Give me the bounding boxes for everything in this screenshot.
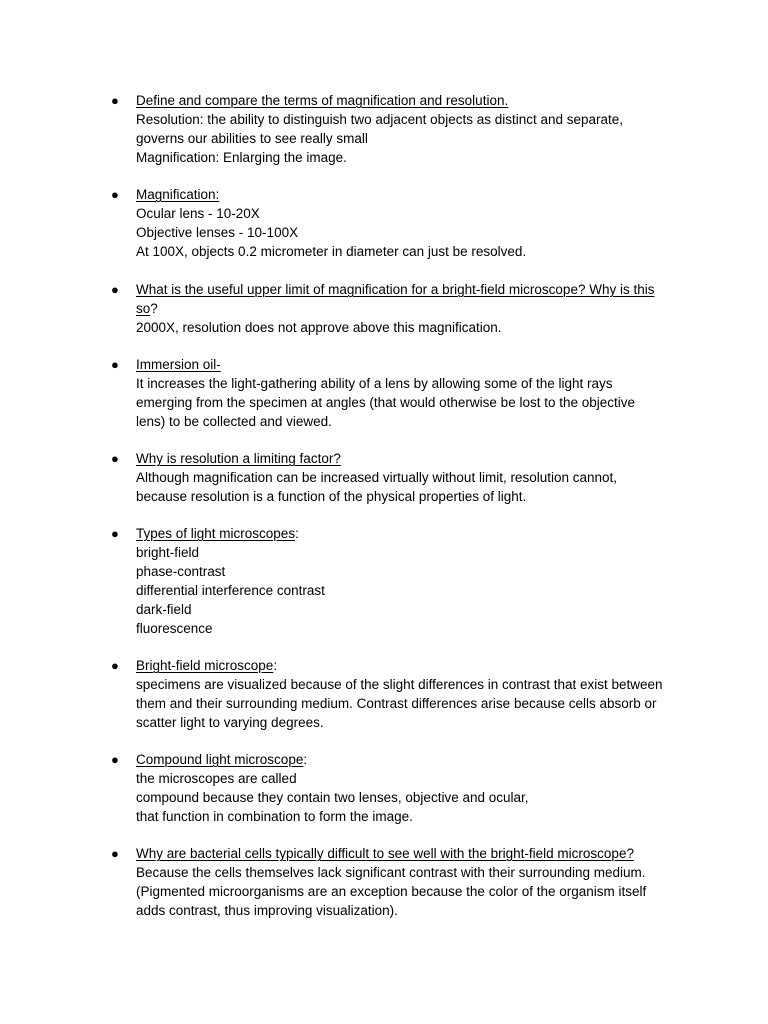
bullet-icon: ● xyxy=(111,187,119,202)
item-text-line: adds contrast, thus improving visualization). xyxy=(136,902,398,918)
bullet-icon: ● xyxy=(111,451,119,466)
item-text-line: (Pigmented microorganisms are an exception because the color of the organism itself xyxy=(136,883,647,899)
item-text-line: differential interference contrast xyxy=(136,582,325,598)
item-heading: Compound light microscope xyxy=(136,752,304,767)
list-item xyxy=(111,356,696,432)
bullet-icon: ● xyxy=(111,846,119,861)
item-heading: Types of light microscopes xyxy=(136,526,296,541)
item-text-line: governs our abilities to see really small xyxy=(136,130,368,146)
item-text-line: Resolution: the ability to distinguish two adjacent objects as distinct and separate, xyxy=(136,111,624,127)
item-heading: Why is resolution a limiting factor? xyxy=(136,451,341,466)
item-heading: Why are bacterial cells typically difficult to see well with the bright-field microscope? xyxy=(136,846,634,861)
item-heading: What is the useful upper limit of magnification for a bright-field microscope? Why is this xyxy=(136,282,655,297)
item-text-line: specimens are visualized because of the slight differences in contrast that exist between xyxy=(136,676,663,692)
item-heading-line xyxy=(136,525,696,544)
bullet-icon: ● xyxy=(111,282,119,297)
item-text-line: Because the cells themselves lack significant contrast with their surrounding medium. xyxy=(136,864,646,880)
item-heading-line xyxy=(136,845,696,864)
item-text-line: them and their surrounding medium. Contrast differences arise because cells absorb or xyxy=(136,695,657,711)
item-text-line: compound because they contain two lenses, objective and ocular, xyxy=(136,789,529,805)
item-text-line: At 100X, objects 0.2 micrometer in diameter can just be resolved. xyxy=(136,243,527,259)
bullet-icon: ● xyxy=(111,658,119,673)
list-item xyxy=(111,186,696,262)
item-heading-line xyxy=(136,356,696,375)
item-heading-suffix: ? xyxy=(150,300,158,316)
list-item xyxy=(111,657,696,733)
item-heading: Magnification: xyxy=(136,187,220,202)
list-item xyxy=(111,751,696,827)
item-text-line: the microscopes are called xyxy=(136,770,297,786)
list-item xyxy=(111,92,696,168)
item-heading-suffix: : xyxy=(273,658,278,673)
item-heading-line xyxy=(136,450,696,469)
item-heading-line xyxy=(136,186,696,205)
item-text-line: dark-field xyxy=(136,601,192,617)
item-text-line: Magnification: Enlarging the image. xyxy=(136,149,347,165)
item-heading-line xyxy=(136,657,696,676)
bullet-icon: ● xyxy=(111,357,119,372)
item-heading-suffix: : xyxy=(295,526,299,541)
list-item xyxy=(111,845,696,921)
item-heading-line xyxy=(136,751,696,770)
bullet-icon: ● xyxy=(111,93,119,108)
bullet-icon: ● xyxy=(111,752,119,767)
list-item xyxy=(111,450,696,507)
item-heading: Bright-field microscope xyxy=(136,658,274,673)
item-heading-line xyxy=(136,300,696,319)
item-text-line: It increases the light-gathering ability of a lens by allowing some of the light rays xyxy=(136,375,613,391)
item-heading-line xyxy=(136,281,696,300)
item-heading-line xyxy=(136,92,696,111)
item-text-line: Ocular lens - 10-20X xyxy=(136,205,260,221)
item-heading: Define and compare the terms of magnification and resolution. xyxy=(136,93,509,108)
item-text-line: because resolution is a function of the physical properties of light. xyxy=(136,488,527,504)
item-text-line: 2000X, resolution does not approve above this magnification. xyxy=(136,319,502,335)
item-text-line: fluorescence xyxy=(136,620,213,636)
item-text-line: phase-contrast xyxy=(136,563,226,579)
list-item xyxy=(111,525,696,638)
item-text-line: emerging from the specimen at angles (that would otherwise be lost to the objective xyxy=(136,394,636,410)
item-text-line: Objective lenses - 10-100X xyxy=(136,224,299,240)
item-text-line: Although magnification can be increased virtually without limit, resolution cannot, xyxy=(136,469,618,485)
list-item xyxy=(111,281,696,338)
item-text-line: bright-field xyxy=(136,544,200,560)
item-text-line: that function in combination to form the image. xyxy=(136,808,413,824)
item-heading: Immersion oil- xyxy=(136,357,221,372)
bullet-icon: ● xyxy=(111,526,119,541)
item-text-line: lens) to be collected and viewed. xyxy=(136,413,332,429)
item-heading-suffix: : xyxy=(303,752,308,767)
item-text-line: scatter light to varying degrees. xyxy=(136,714,324,730)
item-heading: so xyxy=(136,300,151,316)
